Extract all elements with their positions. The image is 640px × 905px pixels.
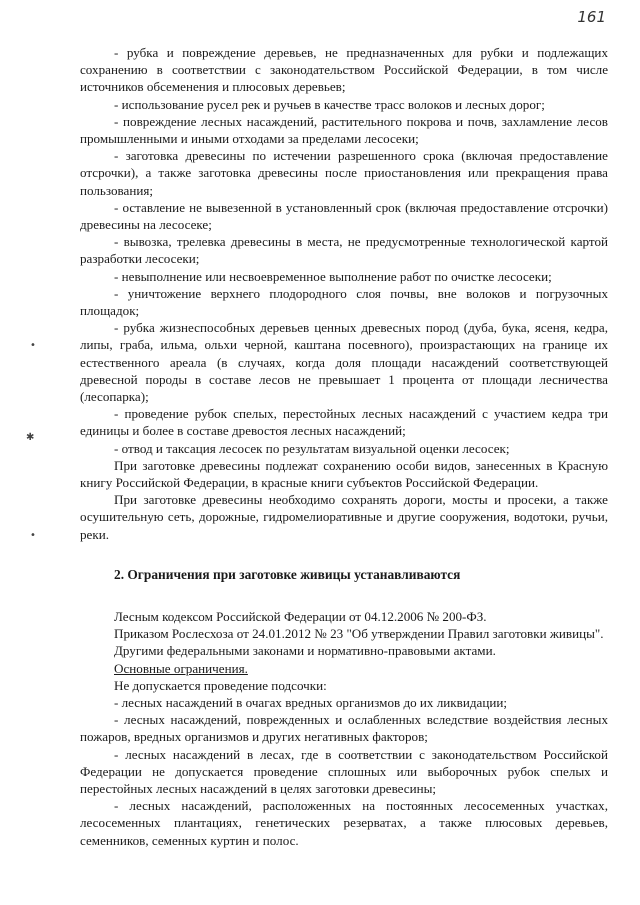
page-number: 161 [577, 8, 606, 26]
paragraph: - невыполнение или несвоевременное выполнение работ по очистке лесосеки; [114, 268, 552, 284]
paragraph: - рубка и повреждение деревьев, не предназначенных для рубки и подлежащих сохранению в соответствии с законодательством Российской Федерации, в том числе источников обсеменения и плюсовых деревьев; [80, 45, 608, 95]
list-item: - лесных насаждений в лесах, где в соответствии с законодательством Российской Федерации не допускается проведение сплошных или выборочных рубок спелых и перестойных лесных насаждений в целях заготовки древесины; [80, 746, 608, 796]
paragraph: При заготовке древесины подлежат сохранению особи видов, занесенных в Красную книгу Российской Федерации, в красные книги субъектов Российской Федерации. [80, 457, 608, 491]
paragraph: - оставление не вывезенной в установленный срок (включая предоставление отсрочки) древесины на лесосеке; [80, 199, 608, 233]
not-allowed-intro: Не допускается проведение подсочки: [114, 677, 327, 693]
scan-mark: • [30, 530, 36, 541]
list-item: - лесных насаждений в очагах вредных организмов до их ликвидации; [114, 694, 507, 710]
paragraph: - повреждение лесных насаждений, растительного покрова и почв, захламление лесов промышленными и иными отходами за пределами лесосеки; [80, 113, 608, 147]
document-body [80, 44, 608, 849]
restrictions-list [80, 44, 608, 543]
paragraph: При заготовке древесины необходимо сохранять дороги, мосты и просеки, а также осушительную сеть, дорожные, гидромелиоративные и другие сооружения, водотоки, ручьи, реки. [80, 492, 608, 542]
tapping-restrictions-list [80, 694, 608, 849]
list-item: - лесных насаждений, поврежденных и ослабленных вследствие воздействия лесных пожаров, вредных организмов и других негативных факторов; [80, 712, 608, 745]
paragraph: - заготовка древесины по истечении разрешенного срока (включая предоставление отсрочки), а также заготовка древесины после приостановления или прекращения права пользования; [80, 148, 608, 198]
scan-mark: ✱ [26, 432, 35, 443]
section-heading: 2. Ограничения при заготовке живицы устанавливаются [114, 566, 461, 582]
legal-basis-list [80, 608, 608, 660]
paragraph: Приказом Рослесхоза от 24.01.2012 № 23 "Об утверждении Правил заготовки живицы". [114, 626, 604, 642]
basic-restrictions-title [80, 660, 608, 677]
paragraph: - использование русел рек и ручьев в качестве трасс волоков и лесных дорог; [114, 96, 545, 112]
paragraph: - отвод и таксация лесосек по результатам визуальной оценки лесосек; [114, 440, 510, 456]
paragraph: - проведение рубок спелых, перестойных лесных насаждений с участием кедра три единицы и более в составе древостоя лесных насаждений; [80, 406, 608, 439]
paragraph: - рубка жизнеспособных деревьев ценных древесных пород (дуба, бука, ясеня, кедра, липы, граба, ильма, ольхи черной, каштана посевного), произрастающих на границе их естественного ареала (в случаях, когда доля площади насаждений соответствующей древесной породы в составе лесов не превышает 1 процента от площади лесничества (лесопарка); [80, 320, 608, 405]
list-item: - лесных насаждений, расположенных на постоянных лесосеменных участках, лесосеменных плантациях, генетических резерватах, а также плюсовых деревьев, семенников, семенных куртин и полос. [80, 798, 608, 848]
basic-restrictions-title-text: Основные ограничения. [114, 660, 248, 676]
paragraph: Лесным кодексом Российской Федерации от 04.12.2006 № 200-ФЗ. [114, 608, 487, 624]
scan-mark: • [30, 340, 36, 351]
paragraph: - вывозка, трелевка древесины в места, не предусмотренные технологической картой разработки лесосеки; [80, 234, 608, 267]
paragraph: Другими федеральными законами и нормативно-правовыми актами. [114, 643, 496, 659]
paragraph: - уничтожение верхнего плодородного слоя почвы, вне волоков и погрузочных площадок; [80, 285, 608, 319]
